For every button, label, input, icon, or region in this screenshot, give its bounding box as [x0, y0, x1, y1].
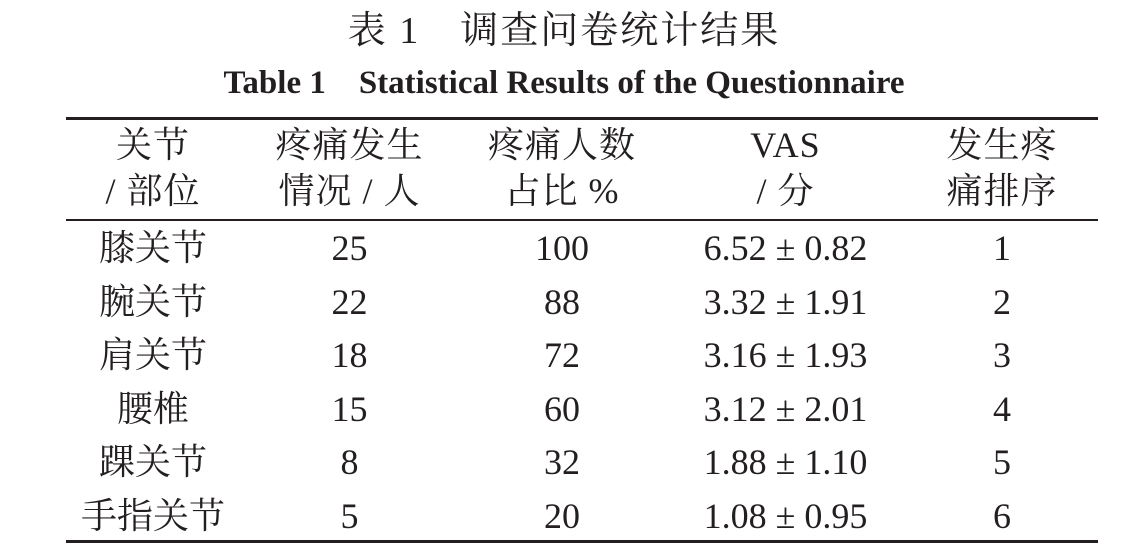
cell-joint: 踝关节	[98, 442, 207, 482]
cell-vas: 6.52 ± 0.82	[703, 228, 868, 268]
bottom-rule	[66, 540, 1098, 543]
table-row	[66, 383, 1098, 437]
cell-rank: 3	[993, 335, 1011, 375]
header-rule	[66, 219, 1098, 221]
table-row	[66, 222, 1098, 276]
cell-count: 5	[340, 495, 359, 536]
header-pain-ratio-sub: 占比 %	[504, 171, 620, 211]
top-rule	[66, 117, 1098, 120]
header-joint: 关节	[115, 125, 190, 165]
cell-vas: 3.12 ± 2.01	[703, 388, 868, 429]
header-vas-sub: / 分	[756, 171, 815, 211]
table-row	[66, 329, 1098, 383]
cell-count: 22	[331, 281, 368, 322]
cell-vas: 3.16 ± 1.93	[703, 335, 868, 375]
table-title-english: Table 1 Statistical Results of the Questionnaire	[223, 65, 905, 101]
cell-joint: 腰椎	[116, 388, 189, 429]
cell-count: 15	[331, 388, 368, 429]
header-pain-occurrence: 疼痛发生	[275, 125, 424, 165]
cell-joint: 手指关节	[80, 495, 225, 536]
cell-percent: 100	[535, 228, 589, 268]
cell-vas: 3.32 ± 1.91	[703, 281, 868, 322]
header-vas: VAS	[750, 125, 821, 165]
table-header	[66, 122, 1098, 214]
cell-rank: 6	[993, 495, 1011, 536]
cell-joint: 肩关节	[98, 335, 207, 375]
cell-percent: 60	[544, 388, 580, 429]
cell-vas: 1.88 ± 1.10	[703, 442, 868, 482]
header-row-1	[66, 122, 1098, 168]
cell-rank: 2	[993, 281, 1011, 322]
cell-percent: 72	[544, 335, 580, 375]
table-row	[66, 436, 1098, 490]
cell-percent: 20	[544, 495, 580, 536]
header-pain-occurrence-sub: 情况 / 人	[278, 171, 421, 211]
header-pain-ratio: 疼痛人数	[487, 125, 636, 165]
cell-rank: 4	[993, 388, 1011, 429]
cell-vas: 1.08 ± 0.95	[703, 495, 868, 536]
cell-rank: 1	[993, 228, 1011, 268]
cell-percent: 32	[544, 442, 580, 482]
table-title-chinese: 表 1 调查问卷统计结果	[347, 10, 781, 52]
cell-joint: 腕关节	[98, 281, 207, 322]
cell-count: 25	[331, 228, 368, 268]
header-pain-rank-sub: 痛排序	[946, 171, 1058, 211]
table-row	[66, 490, 1098, 544]
header-pain-rank: 发生疼	[946, 125, 1058, 165]
header-row-2	[66, 168, 1098, 214]
cell-rank: 5	[993, 442, 1011, 482]
header-joint-sub: / 部位	[105, 171, 201, 211]
cell-percent: 88	[544, 281, 580, 322]
table-body	[66, 222, 1098, 543]
cell-count: 18	[331, 335, 368, 375]
table-row	[66, 276, 1098, 330]
cell-joint: 膝关节	[98, 228, 207, 268]
cell-count: 8	[340, 442, 359, 482]
